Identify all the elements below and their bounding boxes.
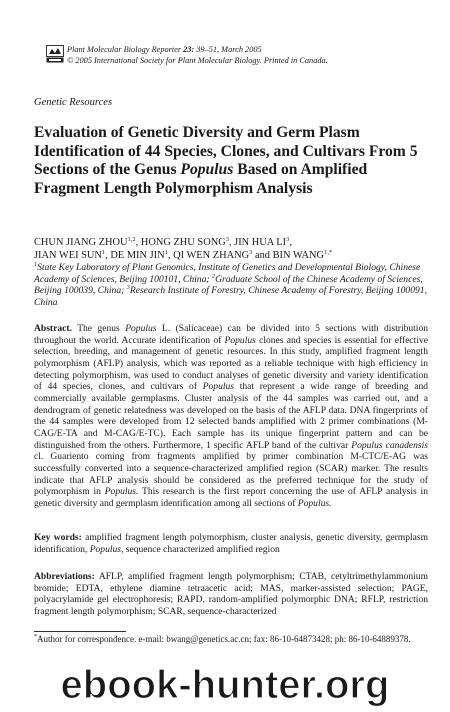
- section-label: Genetic Resources: [34, 97, 113, 108]
- journal-copyright: © 2005 International Society for Plant Molecular Biology. Printed in Canada.: [67, 56, 328, 65]
- correspondence-footnote: [34, 634, 424, 646]
- keywords: [34, 532, 428, 555]
- abbreviations-heading: Abbreviations:: [34, 571, 95, 582]
- keywords-text: amplified fragment length polymorphism, cluster analysis, genetic diversity, germplasm identification,: [34, 532, 429, 555]
- author-name: DE MIN JIN: [110, 250, 165, 261]
- journal-citation: [67, 44, 262, 55]
- title-part-1: Evaluation of Genetic Diversity and Germ Plasm Identification of 44 Species, Clones, and Cultivars From 5 Sections of the Genus: [34, 124, 418, 179]
- keywords-heading: Key words:: [34, 532, 82, 543]
- journal-pages-date: 39–51, March 2005: [194, 45, 262, 54]
- affiliation-mark: 1: [34, 261, 38, 268]
- abbreviations-text: AFLP, amplified fragment length polymorphism; CTAB, cetyltrimethylammonium bromide; EDTA, ethylene diamine tetraacetic acid; MAS, marker-assisted selection; PAGE, polyacrylamide gel electrophoresis; RAPD, random-amplified polymorphic DNA; RFLP, restriction fragment length polymorphism; SCAR, sequence-characterized: [34, 571, 428, 617]
- author-name: BIN WANG: [272, 250, 325, 261]
- abstract-text: L. (Salicaceae) can be divided into 5 sections with distribution throughout the world. Accurate identification of: [34, 323, 428, 346]
- journal-name: Plant Molecular Biology Reporter: [67, 45, 182, 54]
- keywords-italic: Populus,: [89, 543, 124, 555]
- authors-and: and: [254, 250, 270, 261]
- author-affiliation-mark: 3: [286, 236, 290, 243]
- journal-volume: 23:: [183, 45, 195, 54]
- author-affiliation-mark: 1,2: [127, 236, 136, 243]
- affiliation-text: Research Institute of Forestry, Chinese Academy of Forestry, Beijing 100091, China: [34, 285, 428, 308]
- abstract-italic: Populus: [224, 334, 256, 346]
- affiliation-mark: 2: [211, 272, 216, 280]
- author-name: QI WEN ZHANG: [173, 250, 250, 261]
- affiliations: [34, 262, 428, 308]
- author-affiliation-mark: 1: [164, 249, 168, 256]
- footnote-mark: *: [34, 634, 37, 640]
- abstract-italic: Populus.: [297, 497, 332, 509]
- author-name: JIAN WEI SUN: [34, 250, 102, 261]
- footnote-divider: [34, 631, 126, 632]
- author-affiliation-mark: 3: [225, 236, 229, 243]
- abstract-text: The genus: [71, 323, 126, 334]
- abstract-italic: Populus: [202, 381, 234, 393]
- abstract-italic: Populus.: [104, 486, 139, 498]
- watermark-text: ebook-hunter.org: [60, 663, 390, 707]
- abstract-text: This research is the first report concerning the use of AFLP analysis in genetic diversity and germplasm identification among all sections of: [34, 486, 428, 509]
- abstract: [34, 323, 428, 510]
- abstract-text: cl. Guariento coming from fragments amplified by primer combination M-CTC/E-AG was successfully converted into a sequence-characterized amplified region (SCAR) marker. The results indicate that AFLP analysis should be considered as the preferred technique for the study of polymorphism in: [34, 451, 428, 498]
- abbreviations: [34, 571, 428, 618]
- affiliation-text: State Key Laboratory of Plant Genomics, Institute of Genetics and Developmental Biology, Chinese Academy of Sciences, Beijing 100101, China;: [34, 262, 421, 285]
- paper-title: [34, 124, 424, 198]
- abstract-italic: Populus: [125, 323, 157, 334]
- author-affiliation-mark: 1,*: [324, 249, 333, 256]
- affiliation-mark: 3: [126, 284, 130, 292]
- abstract-text: clones and species is essential for effective selection, breeding, and management of genetic resources. In this study, amplified fragment length polymorphism (AFLP) analysis, which was reported as a reliable technique with high efficiency in detecting polymorphism, was used to conduct analyses of genetic diversity and variety identification of 44 species, clones, and cultivars of: [34, 334, 428, 393]
- keywords-text: sequence characterized amplified region: [123, 543, 280, 555]
- abstract-italic: Populus canadensis: [351, 439, 429, 451]
- author-name: CHUN JIANG ZHOU: [34, 237, 128, 248]
- footnote-text: Author for correspondence. e-mail: bwang@genetics.ac.cn; fax: 86-10-64873428; ph: 86-10-64889378.: [37, 634, 411, 644]
- abstract-heading: Abstract.: [34, 323, 72, 334]
- author-affiliation-mark: 3: [249, 249, 253, 256]
- author-list: CHUN JIANG ZHOU$^{1,2}$, HONG ZHU SONG$^3$, JIN HUA $LI^3$, JIAN WEI SUN$^1$, DE MIN JIN$^1$, QI WEN ZHANG$^3$ and BIN $WANG^{1,*}$: [34, 236, 333, 261]
- author-affiliation-mark: 1: [101, 249, 106, 256]
- affiliation-text: Graduate School of the Chinese Academy of Sciences, Beijing 100039, China;: [34, 273, 423, 297]
- author-name: HONG ZHU SONG: [140, 237, 226, 248]
- title-genus: Populus: [180, 161, 234, 179]
- publisher-logo-icon: [46, 45, 64, 63]
- title-part-2: Based on Amplified Fragment Length Polymorphism Analysis: [34, 161, 368, 197]
- abstract-text: that represent a wide range of breeding and commercially available germplasms. Cluster analysis of the 44 samples was carried out, and a dendrogram of genetic relatedness was developed on the basis of the AFLP data. DNA fingerprints of the 44 samples were developed from 12 selected bands amplified with 2 primer combinations (M-CAG/E-TA and M-CAG/E-TC). Each sample has its unique fingerprint pattern and can be distinguished from the others. Furthermore, 1 specific AFLP band of the cultivar: [34, 381, 428, 451]
- watermark: [0, 661, 450, 712]
- author-name: JIN HUA LI: [234, 237, 287, 248]
